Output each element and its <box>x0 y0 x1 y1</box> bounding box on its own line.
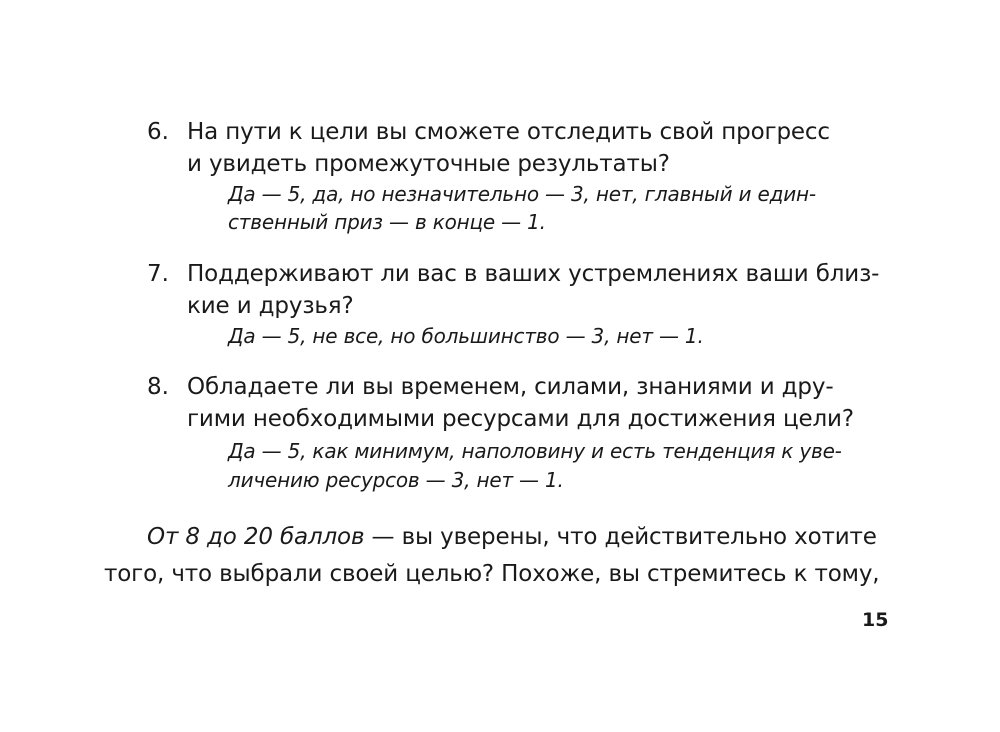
question-text-line: Обладаете ли вы временем, силами, знаниями и дру- <box>187 374 834 400</box>
answer-scale-line: личению ресурсов — 3, нет — 1. <box>228 468 564 492</box>
answer-scale-line: Да — 5, да, но незначительно — 3, нет, главный и един- <box>228 182 816 206</box>
answer-scale-line: Да — 5, как минимум, наполовину и есть тенденция к уве- <box>228 439 842 463</box>
question-text-line: гими необходимыми ресурсами для достижения цели? <box>187 406 854 432</box>
conclusion-line-1 <box>147 521 877 553</box>
question-number: 8. <box>147 374 169 400</box>
score-range-lead: От 8 до 20 баллов <box>147 524 365 550</box>
question-text-line: кие и друзья? <box>187 293 354 319</box>
conclusion-line-2: того, что выбрали своей целью? Похоже, вы стремитесь к тому, <box>104 561 880 587</box>
answer-scale-line: Да — 5, не все, но большинство — 3, нет — 1. <box>228 324 704 348</box>
question-text-line: На пути к цели вы сможете отследить свой прогресс <box>187 119 830 145</box>
conclusion-text: — вы уверены, что действительно хотите <box>364 524 877 550</box>
question-text-line: Поддерживают ли вас в ваших устремлениях ваши близ- <box>187 261 880 287</box>
question-number: 6. <box>147 119 169 145</box>
answer-scale-line: ственный приз — в конце — 1. <box>228 210 546 234</box>
page-number: 15 <box>862 609 889 631</box>
question-text-line: и увидеть промежуточные результаты? <box>187 151 670 177</box>
question-number: 7. <box>147 261 169 287</box>
